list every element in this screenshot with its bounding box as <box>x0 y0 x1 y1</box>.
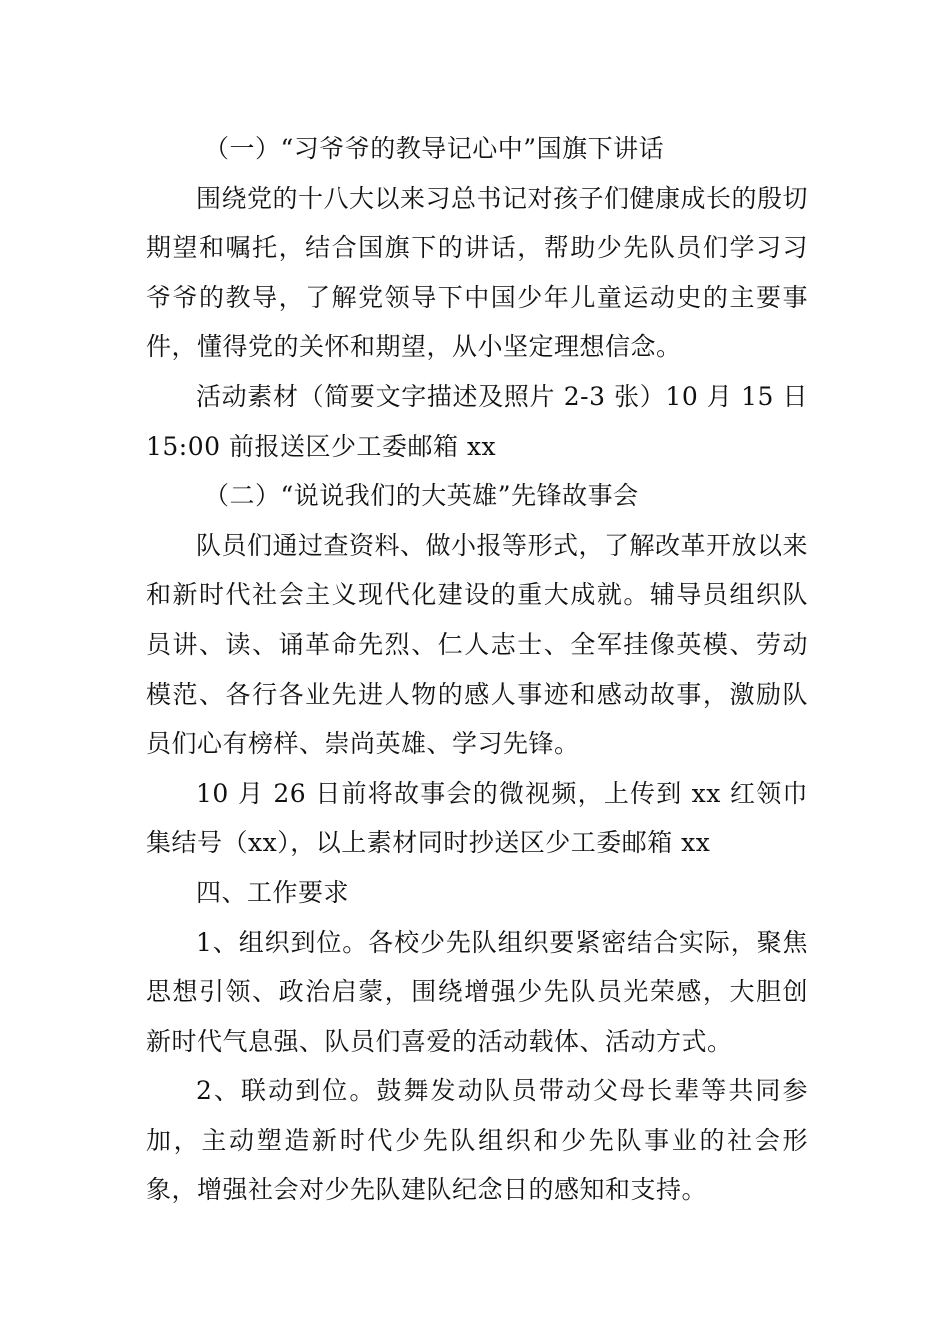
section-heading-1: （一）“习爷爷的教导记心中”国旗下讲话 <box>204 134 665 163</box>
paragraph: 活动素材（简要文字描述及照片 2-3 张）10 月 15 日 15:00 前报送区少工委邮箱 xx <box>146 381 808 461</box>
document-body <box>146 124 808 1215</box>
section-heading-work-requirements: 四、工作要求 <box>196 877 350 907</box>
paragraph: 1、组织到位。各校少先队组织要紧密结合实际，聚焦思想引领、政治启蒙，围绕增强少先队员光荣感，大胆创新时代气息强、队员们喜爱的活动载体、活动方式。 <box>146 927 808 1056</box>
paragraph: 围绕党的十八大以来习总书记对孩子们健康成长的殷切期望和嘱托，结合国旗下的讲话，帮助少先队员们学习习爷爷的教导，了解党领导下中国少年儿童运动史的主要事件，懂得党的关怀和期望，从小坚定理想信念。 <box>146 183 809 362</box>
paragraph: 2、联动到位。鼓舞发动队员带动父母长辈等共同参加，主动塑造新时代少先队组织和少先队事业的社会形象，增强社会对少先队建队纪念日的感知和支持。 <box>146 1076 808 1205</box>
section-heading-2: （二）“说说我们的大英雄”先锋故事会 <box>204 481 639 511</box>
paragraph: 队员们通过查资料、做小报等形式，了解改革开放以来和新时代社会主义现代化建设的重大成就。辅导员组织队员讲、读、诵革命先烈、仁人志士、全军挂像英模、劳动模范、各行各业先进人物的感人事迹和感动故事，激励队员们心有榜样、崇尚英雄、学习先锋。 <box>146 530 809 759</box>
paragraph: 10 月 26 日前将故事会的微视频，上传到 xx 红领巾集结号（xx），以上素材同时抄送区少工委邮箱 xx <box>146 778 808 858</box>
